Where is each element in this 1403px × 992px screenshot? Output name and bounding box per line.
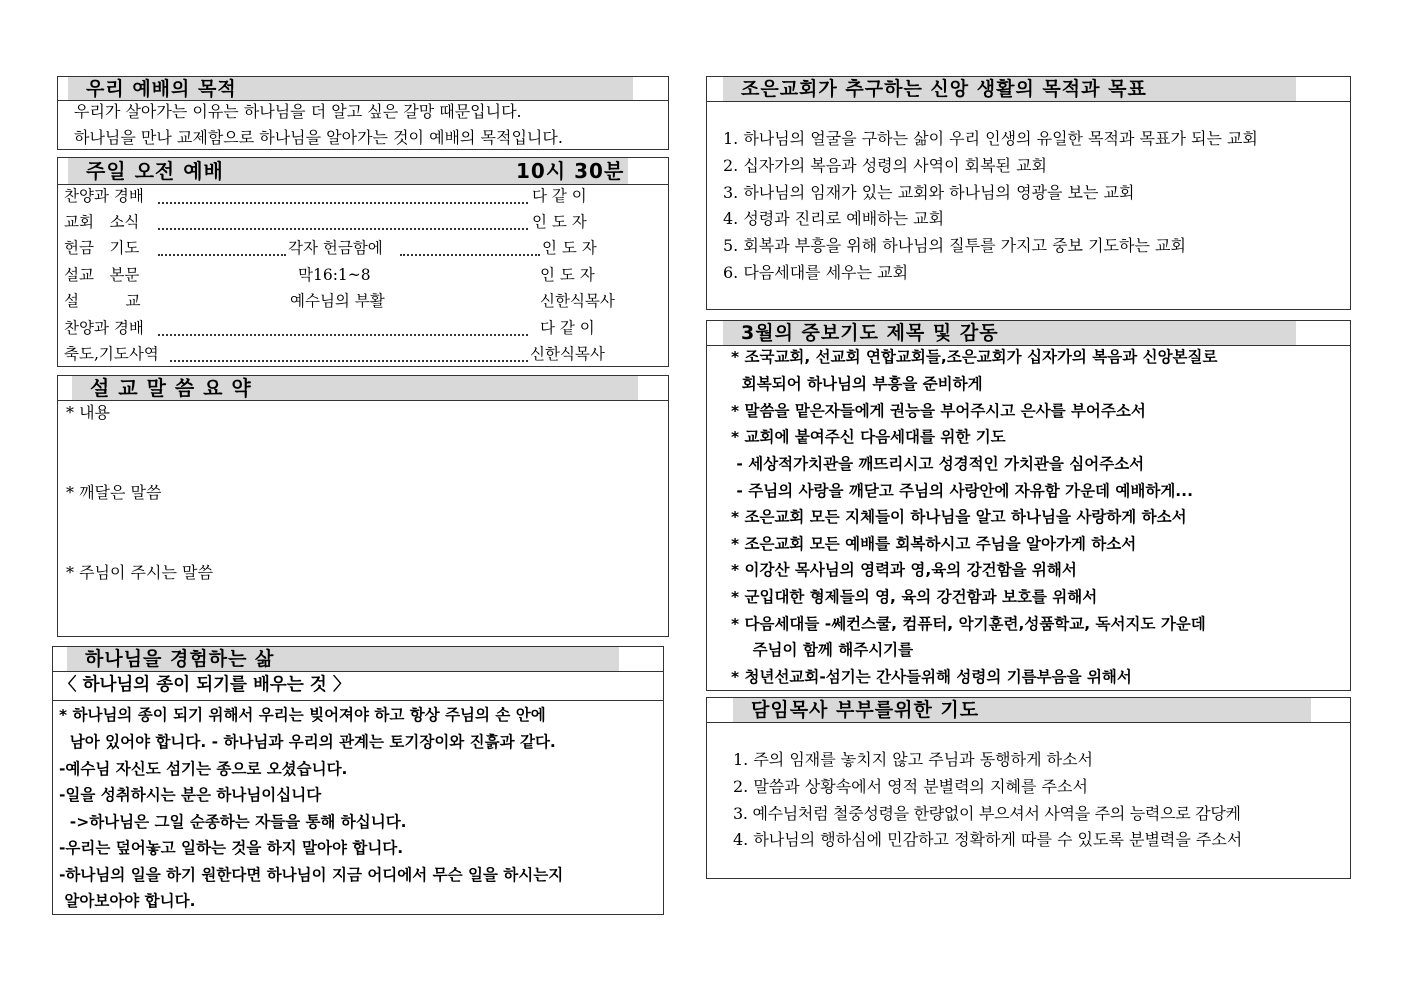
- sermon-item-realized: * 깨달은 말씀: [66, 483, 162, 502]
- order-right-1: 다 같 이: [532, 187, 587, 205]
- order-right-7: 신한식목사: [530, 345, 605, 363]
- pastor-item-4: 4. 하나님의 행하심에 민감하고 정확하게 따를 수 있도록 분별력을 주소서: [733, 830, 1243, 849]
- order-middle-5: 예수님의 부활: [290, 292, 385, 310]
- purpose-line-1: 우리가 살아가는 이유는 하나님을 더 알고 싶은 갈망 때문입니다.: [74, 102, 522, 121]
- order-right-3: 인 도 자: [542, 239, 597, 257]
- prayer-title: 3월의 중보기도 제목 및 감동: [723, 321, 1296, 345]
- experience-line-2: 남아 있어야 합니다. - 하나님과 우리의 관계는 토기장이와 진흙과 같다.: [59, 733, 556, 751]
- order-label-1: 찬양과 경배: [64, 187, 144, 205]
- order-middle-4: 막16:1~8: [298, 266, 371, 284]
- pastor-item-2: 2. 말씀과 상황속에서 영적 분별력의 지혜를 주소서: [733, 777, 1088, 796]
- experience-line-4: -일을 성취하시는 분은 하나님이십니다: [59, 786, 322, 804]
- goals-item-5: 5. 회복과 부흥을 위해 하나님의 질투를 가지고 중보 기도하는 교회: [723, 236, 1186, 255]
- service-name: 주일 오전 예배: [86, 159, 224, 183]
- sermon-item-given: * 주님이 주시는 말씀: [66, 563, 213, 582]
- pastor-prayer-title: 담임목사 부부를위한 기도: [733, 698, 1311, 722]
- purpose-line-2: 하나님을 만나 교제함으로 하나님을 알아가는 것이 예배의 목적입니다.: [74, 128, 563, 147]
- experience-line-1: * 하나님의 종이 되기 위해서 우리는 빚어져야 하고 항상 주님의 손 안에: [59, 706, 546, 724]
- goals-item-2: 2. 십자가의 복음과 성령의 사역이 회복된 교회: [723, 156, 1047, 175]
- goals-item-6: 6. 다음세대를 세우는 교회: [723, 263, 909, 282]
- prayer-line-13: * 청년선교회-섬기는 간사들위해 성령의 기름부음을 위해서: [731, 668, 1132, 686]
- order-right-5: 신한식목사: [540, 292, 615, 310]
- order-label-4: 설교 본문: [64, 266, 140, 284]
- order-label-6: 찬양과 경배: [64, 319, 144, 337]
- prayer-line-11: * 다음세대들 -쎄컨스쿨, 컴퓨터, 악기훈련,성품학교, 독서지도 가운데: [731, 615, 1206, 633]
- goals-title: 조은교회가 추구하는 신앙 생활의 목적과 목표: [723, 77, 1296, 101]
- experience-line-7: -하나님의 일을 하기 원한다면 하나님이 지금 어디에서 무슨 일을 하시는지: [59, 866, 564, 884]
- prayer-line-12: 주님이 함께 해주시기를: [731, 641, 914, 659]
- purpose-title: 우리 예배의 목적: [68, 77, 633, 100]
- experience-subtitle: 〈 하나님의 종이 되기를 배우는 것 〉: [59, 675, 351, 695]
- experience-line-6: -우리는 덮어놓고 일하는 것을 하지 말아야 합니다.: [59, 839, 404, 857]
- experience-line-3: -예수님 자신도 섬기는 종으로 오셨습니다.: [59, 760, 348, 778]
- order-right-4: 인 도 자: [540, 266, 595, 284]
- sermon-item-content: * 내용: [66, 403, 110, 422]
- goals-section: [706, 76, 1351, 310]
- order-right-2: 인 도 자: [532, 213, 587, 231]
- prayer-line-1: * 조국교회, 선교회 연합교회들,조은교회가 십자가의 복음과 신앙본질로: [731, 348, 1218, 366]
- service-title: [68, 158, 628, 184]
- prayer-line-7: * 조은교회 모든 지체들이 하나님을 알고 하나님을 사랑하게 하소서: [731, 508, 1187, 526]
- order-middle-3: 각자 헌금함에: [288, 239, 383, 257]
- pastor-item-1: 1. 주의 임재를 놓치지 않고 주님과 동행하게 하소서: [733, 750, 1093, 769]
- sermon-section: [57, 375, 669, 637]
- prayer-line-3: * 말씀을 맡은자들에게 권능을 부어주시고 은사를 부어주소서: [731, 402, 1146, 420]
- prayer-line-9: * 이강산 목사님의 영력과 영,육의 강건함을 위해서: [731, 561, 1077, 579]
- sermon-title: 설 교 말 씀 요 약: [72, 376, 638, 400]
- prayer-line-10: * 군입대한 형제들의 영, 육의 강건함과 보호를 위해서: [731, 588, 1098, 606]
- service-time: 10시 30분: [516, 159, 625, 183]
- order-label-5: 설 교: [64, 292, 141, 310]
- order-label-7: 축도,기도사역: [64, 345, 159, 363]
- prayer-line-4: * 교회에 붙여주신 다음세대를 위한 기도: [731, 428, 1006, 446]
- pastor-item-3: 3. 예수님처럼 철중성령을 한량없이 부으셔서 사역을 주의 능력으로 감당케: [733, 804, 1241, 823]
- order-label-2: 교회 소식: [64, 213, 140, 231]
- prayer-line-6: - 주님의 사랑을 깨닫고 주님의 사랑안에 자유함 가운데 예배하게...: [731, 482, 1193, 500]
- prayer-line-5: - 세상적가치관을 깨뜨리시고 성경적인 가치관을 심어주소서: [731, 455, 1145, 473]
- experience-line-5: ->하나님은 그일 순종하는 자들을 통해 하십니다.: [59, 813, 407, 831]
- order-right-6: 다 같 이: [540, 319, 595, 337]
- goals-item-4: 4. 성령과 진리로 예배하는 교회: [723, 209, 945, 228]
- purpose-section: [57, 76, 669, 150]
- goals-item-1: 1. 하나님의 얼굴을 구하는 삶이 우리 인생의 유일한 목적과 목표가 되는 교회: [723, 129, 1258, 148]
- experience-line-8: 알아보아야 합니다.: [59, 892, 196, 910]
- prayer-section: [706, 320, 1351, 691]
- order-label-3: 헌금 기도: [64, 239, 140, 257]
- prayer-line-2: 회복되어 하나님의 부흥을 준비하게: [731, 375, 983, 393]
- prayer-line-8: * 조은교회 모든 예배를 회복하시고 주님을 알아가게 하소서: [731, 535, 1137, 553]
- goals-item-3: 3. 하나님의 임재가 있는 교회와 하나님의 영광을 보는 교회: [723, 183, 1135, 202]
- service-section: [57, 157, 669, 367]
- experience-title: 하나님을 경험하는 삶: [67, 647, 619, 671]
- pastor-prayer-section: [706, 697, 1351, 879]
- experience-section: [52, 646, 664, 915]
